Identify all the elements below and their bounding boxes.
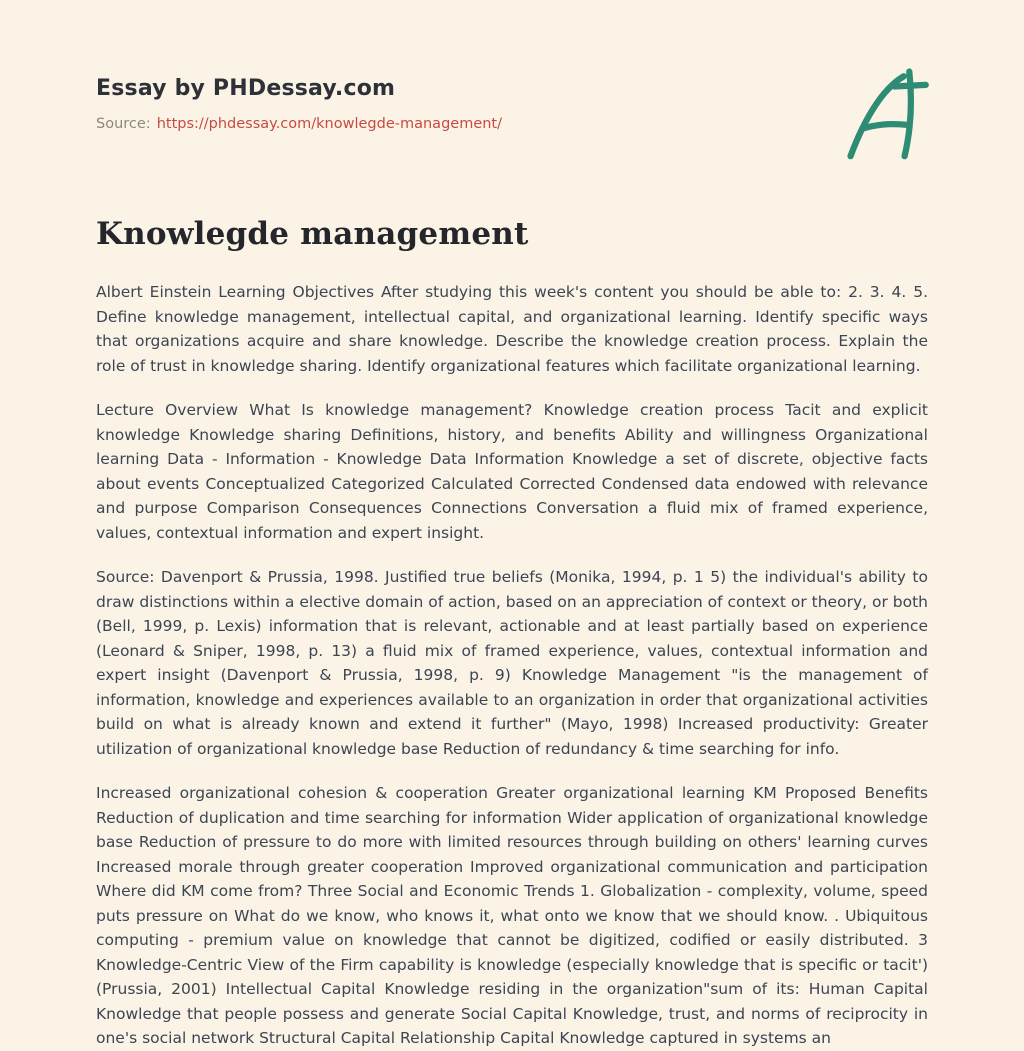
essay-body	[96, 280, 928, 1051]
byline: Essay by PHDessay.com	[96, 76, 396, 101]
source-line	[96, 116, 928, 132]
essay-paragraph: Albert Einstein Learning Objectives After studying this week's content you should be able to: 2. 3. 4. 5. Define knowledge management, intellectual capital, and organizational learning. Identify specific ways that organizations acquire and share knowledge. Describe the knowledge creation process. Explain the role of trust in knowledge sharing. Identify organizational features which facilitate organizational learning.	[96, 283, 928, 375]
source-link[interactable]: https://phdessay.com/knowlegde-management/	[156, 116, 502, 132]
source-label: Source:	[96, 116, 151, 132]
essay-title: Knowlegde management	[96, 216, 529, 252]
phdessay-logo-icon	[838, 68, 932, 166]
essay-paragraph: Increased organizational cohesion & cooperation Greater organizational learning KM Proposed Benefits Reduction of duplication and time searching for information Wider application of organizational knowledge base Reduction of pressure to do more with limited resources through building on others' learning curves Increased morale through greater cooperation Improved organizational communication and participation Where did KM come from? Three Social and Economic Trends 1. Globalization - complexity, volume, speed puts pressure on What do we know, who knows it, what onto we know that we should know. . Ubiquitous computing - premium value on knowledge that cannot be digitized, codified or easily distributed. 3 Knowledge-Centric View of the Firm capability is knowledge (especially knowledge that is specific or tacit') (Prussia, 2001) Intellectual Capital Knowledge residing in the organization"sum of its: Human Capital Knowledge that people possess and generate Social Capital Knowledge, trust, and norms of reciprocity in one's social network Structural Capital Relationship Capital Knowledge captured in systems an	[96, 784, 928, 1047]
essay-paragraph: Lecture Overview What Is knowledge management? Knowledge creation process Tacit and explicit knowledge Knowledge sharing Definitions, history, and benefits Ability and willingness Organizational learning Data - Information - Knowledge Data Information Knowledge a set of discrete, objective facts about events Conceptualized Categorized Calculated Corrected Condensed data endowed with relevance and purpose Comparison Consequences Connections Conversation a fluid mix of framed experience, values, contextual information and expert insight.	[96, 401, 928, 542]
essay-main	[96, 216, 928, 1051]
essay-paragraph: Source: Davenport & Prussia, 1998. Justified true beliefs (Monika, 1994, p. 1 5) the individual's ability to draw distinctions within a elective domain of action, based on an appreciation of context or theory, or both (Bell, 1999, p. Lexis) information that is relevant, actionable and at least partially based on experience (Leonard & Sniper, 1998, p. 13) a fluid mix of framed experience, values, contextual information and expert insight (Davenport & Prussia, 1998, p. 9) Knowledge Management "is the management of information, knowledge and experiences available to an organization in order that organizational activities build on what is already known and extend it further" (Mayo, 1998) Increased productivity: Greater utilization of organizational knowledge base Reduction of redundancy & time searching for info.	[96, 568, 928, 758]
page-header	[96, 76, 928, 132]
